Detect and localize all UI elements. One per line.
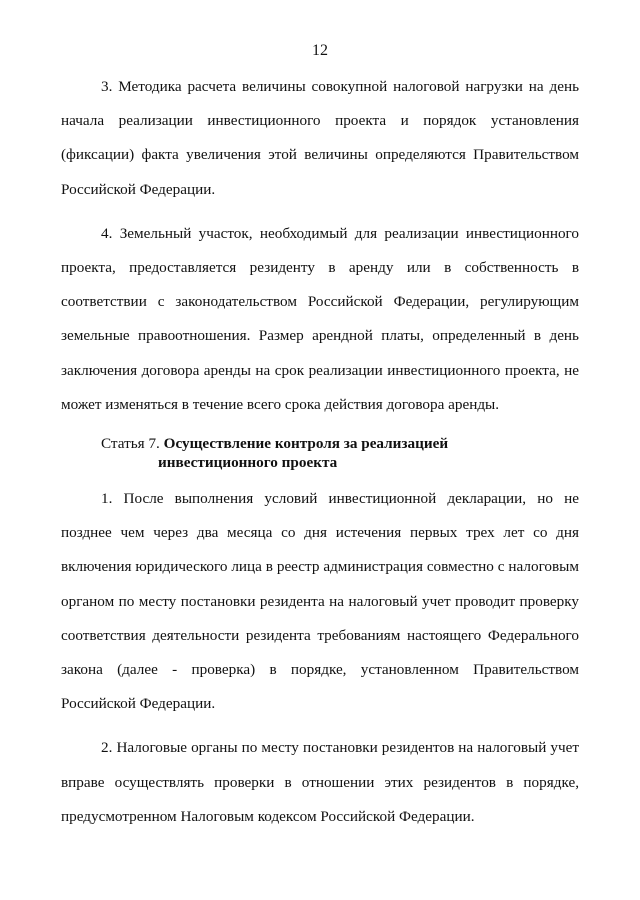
article-paragraph-1: 1. После выполнения условий инвестиционной декларации, но не позднее чем через два месяца со дня истечения первых трех лет со дня включения юридического лица в реестр администрация совместно с налоговым органом по месту постановки резидента на налоговый учет проводит проверку соответствия деятельности резидента требованиям настоящего Федерального закона (далее - проверка) в порядке, установленном Правительством Российской Федерации.	[61, 490, 579, 713]
article-paragraph-2: 2. Налоговые органы по месту постановки резидентов на налоговый учет вправе осуществлять проверки в отношении этих резидентов в порядке, предусмотренном Налоговым кодексом Российской Федерации.	[61, 739, 579, 825]
paragraph-4: 4. Земельный участок, необходимый для реализации инвестиционного проекта, предоставляется резиденту в аренду или в собственность в соответствии с законодательством Российской Федерации, регулирующим земельные правоотношения. Размер арендной платы, определенный в день заключения договора аренды на срок реализации инвестиционного проекта, не может изменяться в течение всего срока действия договора аренды.	[61, 224, 579, 413]
paragraph-3: 3. Методика расчета величины совокупной налоговой нагрузки на день начала реализации инвестиционного проекта и порядок установления (фиксации) факта увеличения этой величины определяются Правительством Российской Федерации.	[61, 78, 579, 198]
article-title-line1: Осуществление контроля за реализацией	[163, 435, 449, 453]
page-number: 12	[312, 42, 328, 59]
article-title-line2: инвестиционного проекта	[158, 454, 338, 472]
document-body	[61, 70, 579, 834]
article-body	[61, 482, 579, 834]
article-heading	[61, 434, 579, 472]
article-label: Статья 7.	[101, 435, 160, 453]
